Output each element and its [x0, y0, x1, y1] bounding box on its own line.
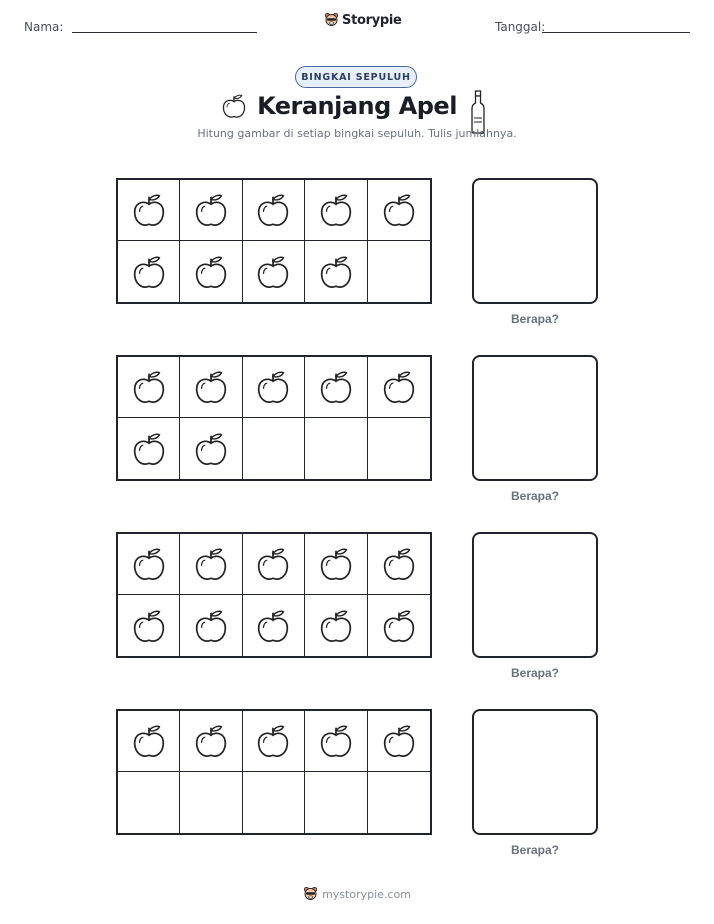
apple-icon	[380, 722, 418, 760]
frame-cell	[305, 595, 367, 656]
answer-box[interactable]	[472, 532, 598, 658]
brand-name: Storypie	[342, 12, 402, 28]
frame-cell	[243, 595, 305, 656]
frame-cell	[118, 595, 180, 656]
frame-cell	[180, 180, 242, 241]
apple-icon	[317, 545, 355, 583]
apple-icon	[130, 545, 168, 583]
apple-icon	[380, 368, 418, 406]
frame-cell	[243, 534, 305, 595]
answer-box[interactable]	[472, 355, 598, 481]
apple-icon	[192, 430, 230, 468]
apple-icon	[317, 722, 355, 760]
frame-cell	[368, 180, 430, 241]
frame-cell	[243, 180, 305, 241]
apple-icon	[380, 607, 418, 645]
apple-icon	[192, 368, 230, 406]
frame-cell	[305, 772, 367, 833]
answer-prompt: Berapa?	[510, 312, 560, 326]
ten-frame	[116, 355, 432, 481]
frame-cell	[368, 772, 430, 833]
apple-icon	[380, 191, 418, 229]
frame-cell	[180, 534, 242, 595]
date-field-line[interactable]	[542, 32, 690, 33]
frame-row-1	[116, 178, 600, 328]
apple-icon	[192, 545, 230, 583]
frame-cell	[118, 241, 180, 302]
frame-row-2	[116, 355, 600, 505]
storypie-mascot-icon	[303, 886, 318, 902]
frame-cell	[368, 357, 430, 418]
frame-cell	[118, 418, 180, 479]
frame-cell	[180, 595, 242, 656]
brand-logo	[324, 12, 402, 28]
ten-frame	[116, 532, 432, 658]
apple-icon	[130, 722, 168, 760]
frame-cell	[305, 357, 367, 418]
frame-cell	[368, 595, 430, 656]
ten-frame	[116, 178, 432, 304]
page-title: Keranjang Apel	[257, 92, 457, 120]
apple-icon	[254, 545, 292, 583]
name-label: Nama:	[24, 20, 64, 34]
frame-row-4	[116, 709, 600, 859]
apple-icon	[254, 253, 292, 291]
frame-cell	[180, 357, 242, 418]
frame-cell	[368, 711, 430, 772]
apple-icon	[317, 253, 355, 291]
storypie-mascot-icon	[324, 12, 339, 28]
apple-icon	[130, 430, 168, 468]
frame-cell	[243, 711, 305, 772]
frame-cell	[305, 241, 367, 302]
frame-cell	[243, 241, 305, 302]
frame-cell	[180, 772, 242, 833]
apple-icon	[192, 191, 230, 229]
apple-icon	[192, 722, 230, 760]
name-field-line[interactable]	[72, 32, 257, 33]
frame-cell	[118, 534, 180, 595]
frame-cell	[118, 357, 180, 418]
frame-cell	[305, 418, 367, 479]
frame-cell	[118, 711, 180, 772]
apple-icon	[130, 607, 168, 645]
apple-icon	[254, 368, 292, 406]
answer-prompt: Berapa?	[510, 666, 560, 680]
apple-icon	[130, 191, 168, 229]
instructions-text: Hitung gambar di setiap bingkai sepuluh. Tulis jumlahnya.	[197, 127, 517, 140]
frame-cell	[305, 534, 367, 595]
apple-icon	[317, 368, 355, 406]
frame-cell	[243, 772, 305, 833]
footer-url[interactable]: mystorypie.com	[322, 887, 411, 901]
apple-icon	[192, 253, 230, 291]
answer-prompt: Berapa?	[510, 843, 560, 857]
apple-icon	[254, 722, 292, 760]
apple-icon	[317, 191, 355, 229]
ten-frame	[116, 709, 432, 835]
apple-icon	[130, 253, 168, 291]
frame-cell	[368, 418, 430, 479]
frame-cell	[118, 772, 180, 833]
frame-cell	[305, 711, 367, 772]
frame-cell	[180, 241, 242, 302]
frame-cell	[368, 241, 430, 302]
frame-cell	[243, 418, 305, 479]
footer	[0, 886, 714, 902]
apple-icon	[317, 607, 355, 645]
frame-cell	[118, 180, 180, 241]
frame-cell	[180, 711, 242, 772]
apple-icon	[130, 368, 168, 406]
category-badge: BINGKAI SEPULUH	[295, 66, 417, 88]
answer-prompt: Berapa?	[510, 489, 560, 503]
frame-cell	[180, 418, 242, 479]
frame-cell	[305, 180, 367, 241]
frame-cell	[243, 357, 305, 418]
apple-icon	[380, 545, 418, 583]
frame-row-3	[116, 532, 600, 682]
answer-box[interactable]	[472, 178, 598, 304]
apple-icon	[192, 607, 230, 645]
answer-box[interactable]	[472, 709, 598, 835]
frame-cell	[368, 534, 430, 595]
apple-icon	[254, 191, 292, 229]
date-label: Tanggal:	[495, 20, 546, 34]
apple-icon	[254, 607, 292, 645]
